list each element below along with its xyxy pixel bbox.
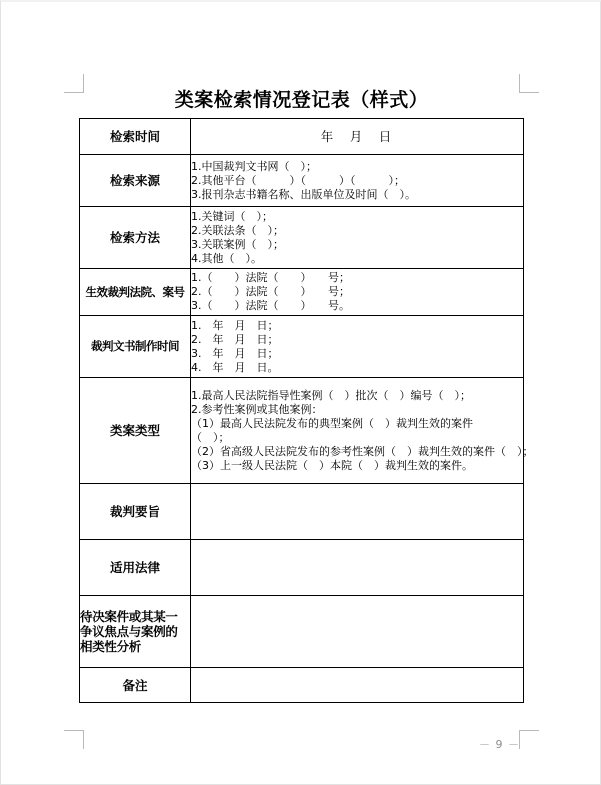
row-value-2[interactable]: [191, 155, 524, 207]
row-value-line: 1.关键词（ ）；: [191, 209, 273, 223]
table-row: [80, 207, 524, 269]
table-row: [80, 484, 524, 540]
row-label-line: 生效裁判法院、案号: [85, 284, 185, 299]
row-value-3[interactable]: [191, 207, 524, 269]
row-label-9: [80, 596, 191, 668]
row-label-line: 待决案件或其某一: [80, 609, 178, 624]
row-value-line: 4. 年 月 日。: [191, 360, 279, 374]
table-row: [80, 540, 524, 596]
page-number: － 9 －: [479, 738, 520, 751]
row-label-4: [80, 269, 191, 316]
row-label-2: [80, 155, 191, 207]
case-retrieval-registration-table: [79, 118, 534, 703]
table-body: [80, 119, 534, 703]
row-value-line: 2.关联法条（ ）；: [191, 223, 284, 237]
row-value-line: 年 月 日: [320, 128, 394, 144]
row-label-line: 检索时间: [109, 129, 160, 144]
row-value-line: 3.关联案例（ ）；: [191, 237, 284, 251]
row-value-line: （1）最高人民法院发布的典型案例（ ）裁判生效的案件: [191, 416, 473, 430]
page-title: 类案检索情况登记表（样式）: [174, 89, 429, 111]
row-value-line: 2.（ ）法院（ ） 号；: [191, 285, 350, 298]
row-value-line: 1.最高人民法院指导性案例（ ）批次（ ）编号（ ）；: [191, 388, 471, 402]
table-row: [80, 596, 524, 668]
row-label-7: [80, 484, 191, 540]
row-value-9[interactable]: [191, 596, 524, 668]
row-value-line: （ ）；: [191, 430, 230, 444]
row-value-line: 3.（ ）法院（ ） 号。: [191, 299, 350, 312]
row-label-line: 检索方法: [109, 230, 160, 245]
row-label-10: [80, 668, 191, 703]
crop-mark-bottom-right: [519, 730, 539, 749]
row-value-8[interactable]: [191, 540, 524, 596]
row-label-line: 裁判文书制作时间: [91, 339, 179, 353]
table-row: [80, 378, 524, 484]
row-value-line: 1.中国裁判文书网（ ）；: [191, 159, 317, 173]
row-label-line: 类案类型: [109, 423, 160, 438]
row-value-6[interactable]: [191, 378, 534, 484]
row-label-line: 争议焦点与案例的: [80, 624, 178, 639]
row-label-1: [80, 119, 191, 155]
row-value-line: 3. 年 月 日；: [191, 346, 279, 360]
table-row: [80, 119, 524, 155]
row-label-line: 检索来源: [109, 173, 160, 188]
row-value-10[interactable]: [191, 668, 524, 703]
row-label-line: 裁判要旨: [109, 504, 160, 519]
row-value-line: 1.（ ）法院（ ） 号；: [191, 271, 350, 284]
table-row: [80, 155, 524, 207]
row-value-line: 2.其他平台（ ）（ ）（ ）；: [191, 173, 405, 187]
row-value-line: 2. 年 月 日；: [191, 332, 279, 346]
row-value-4[interactable]: [191, 269, 524, 316]
table-row: [80, 316, 524, 378]
row-label-line: 相类性分析: [80, 639, 142, 654]
row-value-line: 2.参考性案例或其他案例：: [191, 402, 323, 416]
table-row: [80, 668, 524, 703]
row-label-6: [80, 378, 191, 484]
row-value-line: （2）省高级人民法院发布的参考性案例（ ）裁判生效的案件（ ）；: [191, 444, 534, 458]
row-value-1[interactable]: [191, 119, 524, 155]
row-label-line: 适用法律: [109, 560, 160, 575]
table-row: [80, 269, 524, 316]
row-value-line: （3）上一级人民法院（ ）本院（ ）裁判生效的案件。: [191, 458, 473, 472]
row-label-3: [80, 207, 191, 269]
row-value-line: 4.其他（ ）。: [191, 251, 262, 265]
row-label-5: [80, 316, 191, 378]
row-value-line: 3.报刊杂志书籍名称、出版单位及时间（ ）。: [191, 187, 416, 201]
row-label-8: [80, 540, 191, 596]
row-value-7[interactable]: [191, 484, 524, 540]
row-value-5[interactable]: [191, 316, 524, 378]
crop-mark-line-horizontal: [64, 730, 84, 731]
row-value-line: 1. 年 月 日；: [191, 318, 279, 332]
row-label-line: 备注: [122, 677, 148, 693]
crop-mark-line-horizontal: [519, 730, 539, 731]
